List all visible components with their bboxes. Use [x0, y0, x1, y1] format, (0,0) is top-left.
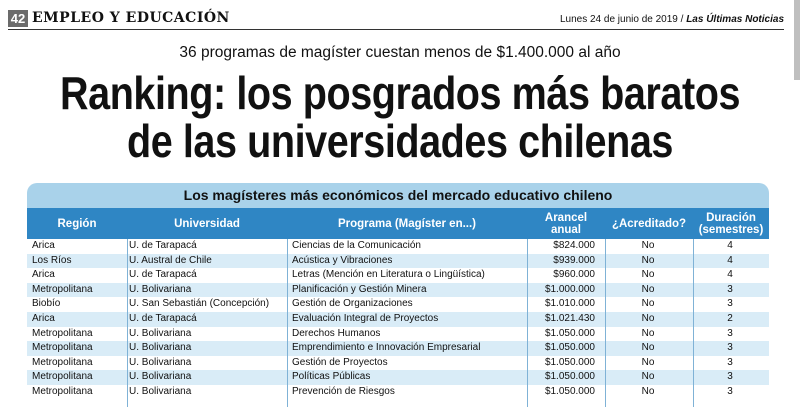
table-row — [27, 312, 769, 327]
cell-program: Planificación y Gestión Minera — [292, 283, 427, 295]
col-header-duration-line1: Duración — [706, 211, 756, 224]
table-row — [27, 327, 769, 342]
cell-accredited: No — [641, 254, 655, 266]
page-edge-bar — [794, 0, 800, 80]
cell-duration: 3 — [727, 385, 733, 397]
cell-region: Arica — [32, 312, 55, 324]
cell-program: Acústica y Vibraciones — [292, 254, 393, 266]
col-header-duration — [693, 208, 769, 239]
cell-region: Los Ríos — [32, 254, 72, 266]
table-row — [27, 268, 769, 283]
table-row — [27, 356, 769, 371]
cell-accredited: No — [641, 298, 655, 310]
cell-region: Biobío — [32, 298, 61, 310]
cell-price: $1.050.000 — [544, 385, 595, 397]
col-header-region: Región — [57, 217, 97, 230]
table-row — [27, 283, 769, 298]
publication-name: Las Últimas Noticias — [686, 14, 784, 25]
cell-region: Metropolitana — [32, 385, 93, 397]
cell-duration: 4 — [727, 240, 733, 251]
page-number: 42 — [8, 10, 28, 27]
cell-university: U. Austral de Chile — [129, 254, 212, 266]
table-row — [27, 239, 769, 254]
headline-line-1: Ranking: los posgrados más baratos — [59, 67, 741, 119]
cell-price: $824.000 — [553, 240, 595, 251]
column-divider — [693, 239, 694, 407]
cell-price: $1.021.430 — [544, 312, 595, 324]
cell-university: U. Bolivariana — [129, 371, 192, 383]
column-divider — [127, 239, 128, 407]
cell-price: $1.010.000 — [544, 298, 595, 310]
section-title: EMPLEO Y EDUCACIÓN — [32, 10, 230, 26]
cell-price: $1.050.000 — [544, 356, 595, 368]
col-header-duration-line2: (semestres) — [698, 223, 764, 236]
cell-region: Arica — [32, 240, 55, 251]
column-divider — [527, 239, 528, 407]
cell-program: Derechos Humanos — [292, 327, 381, 339]
cell-university: U. Bolivariana — [129, 327, 192, 339]
cell-university: U. Bolivariana — [129, 283, 192, 295]
table-row — [27, 297, 769, 312]
cell-accredited: No — [641, 269, 655, 281]
cell-price: $1.050.000 — [544, 342, 595, 354]
page-header — [8, 9, 784, 29]
cell-duration: 4 — [727, 269, 733, 281]
cell-duration: 3 — [727, 327, 733, 339]
col-header-price — [527, 208, 605, 239]
cell-accredited: No — [641, 240, 655, 251]
col-header-price-line2: anual — [550, 223, 582, 236]
cell-region: Metropolitana — [32, 283, 93, 295]
col-header-price-line1: Arancel — [544, 211, 588, 224]
date-line — [560, 13, 784, 26]
cell-program: Gestión de Organizaciones — [292, 298, 413, 310]
cell-accredited: No — [641, 371, 655, 383]
cell-program: Letras (Mención en Literatura o Lingüística) — [292, 269, 485, 281]
cell-price: $1.000.000 — [544, 283, 595, 295]
column-divider — [605, 239, 606, 407]
cell-price: $1.050.000 — [544, 371, 595, 383]
column-divider — [287, 239, 288, 407]
cell-program: Prevención de Riesgos — [292, 385, 395, 397]
col-header-program: Programa (Magíster en...) — [337, 217, 477, 230]
col-header-accredited: ¿Acreditado? — [611, 217, 687, 230]
table-body — [27, 239, 769, 400]
cell-accredited: No — [641, 342, 655, 354]
cell-duration: 3 — [727, 371, 733, 383]
cell-duration: 4 — [727, 254, 733, 266]
cell-program: Políticas Públicas — [292, 371, 371, 383]
cell-university: U. Bolivariana — [129, 342, 192, 354]
col-header-university: Universidad — [174, 217, 240, 230]
header-rule — [8, 29, 784, 30]
cell-university: U. Bolivariana — [129, 356, 192, 368]
cell-university: U. Bolivariana — [129, 385, 192, 397]
cell-duration: 3 — [727, 342, 733, 354]
cell-region: Metropolitana — [32, 342, 93, 354]
cell-program: Evaluación Integral de Proyectos — [292, 312, 439, 324]
table-row — [27, 254, 769, 269]
cell-accredited: No — [641, 327, 655, 339]
cell-price: $1.050.000 — [544, 327, 595, 339]
table-row — [27, 385, 769, 400]
cell-region: Metropolitana — [32, 327, 93, 339]
table-row — [27, 341, 769, 356]
ranking-table — [27, 183, 769, 407]
cell-region: Metropolitana — [32, 371, 93, 383]
cell-program: Emprendimiento e Innovación Empresarial — [292, 342, 481, 354]
cell-program: Gestión de Proyectos — [292, 356, 388, 368]
cell-accredited: No — [641, 283, 655, 295]
cell-accredited: No — [641, 312, 655, 324]
cell-price: $960.000 — [553, 269, 595, 281]
cell-university: U. de Tarapacá — [129, 269, 197, 281]
cell-price: $939.000 — [553, 254, 595, 266]
cell-accredited: No — [641, 356, 655, 368]
cell-university: U. de Tarapacá — [129, 312, 197, 324]
cell-region: Arica — [32, 269, 55, 281]
cell-program: Ciencias de la Comunicación — [292, 240, 421, 251]
cell-duration: 2 — [727, 312, 733, 324]
cell-duration: 3 — [727, 283, 733, 295]
cell-region: Metropolitana — [32, 356, 93, 368]
headline-line-2: de las universidades chilenas — [126, 115, 674, 167]
article-headline — [56, 69, 744, 165]
table-row — [27, 370, 769, 385]
issue-date: Lunes 24 de junio de 2019 / — [559, 14, 687, 25]
cell-university: U. San Sebastián (Concepción) — [129, 298, 270, 310]
table-title: Los magísteres más económicos del mercado educativo chileno — [27, 183, 769, 208]
cell-accredited: No — [641, 385, 655, 397]
cell-duration: 3 — [727, 356, 733, 368]
cell-duration: 3 — [727, 298, 733, 310]
cell-university: U. de Tarapacá — [129, 240, 197, 251]
table-header-row — [27, 208, 769, 239]
article-subhead: 36 programas de magíster cuestan menos de $1.400.000 al año — [179, 44, 621, 61]
